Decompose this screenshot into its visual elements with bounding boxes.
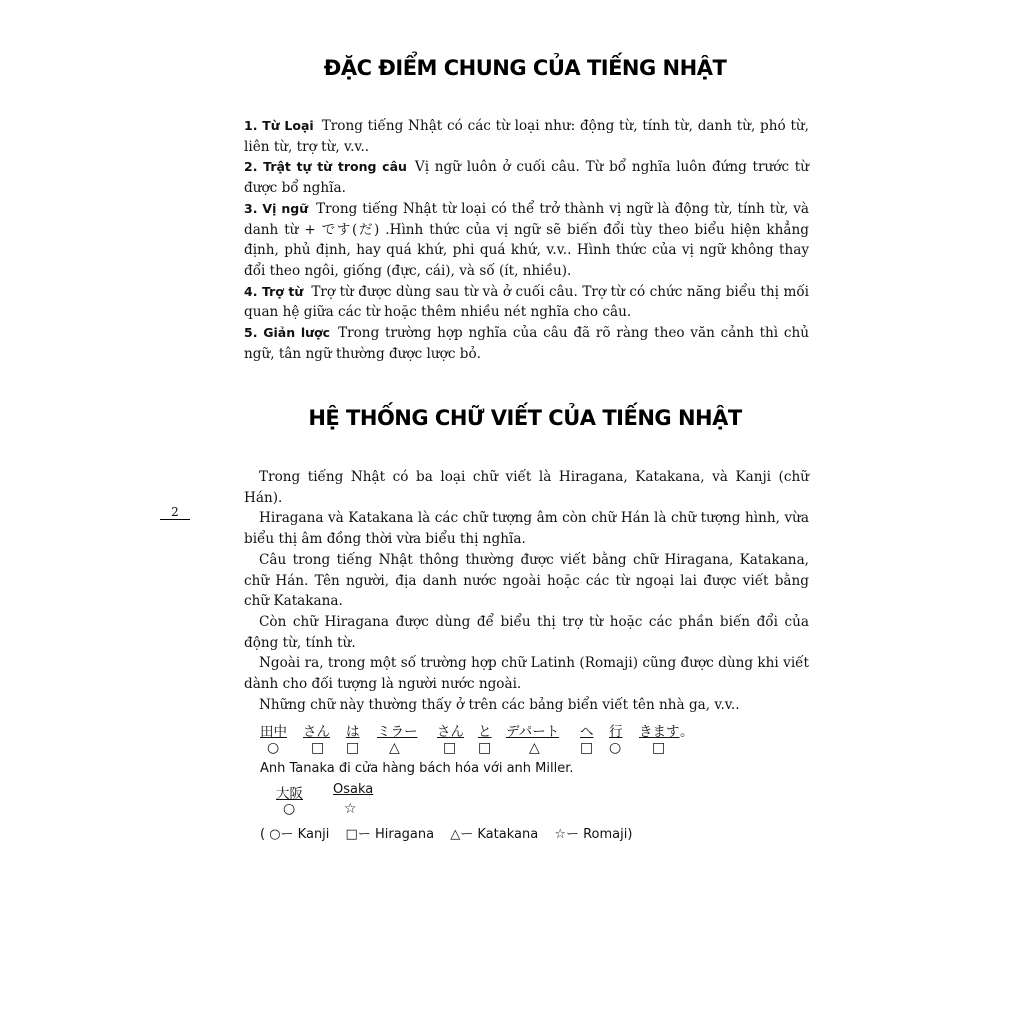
item-ellipsis: [244, 323, 809, 364]
paragraph: Câu trong tiếng Nhật thông thường được viết bằng chữ Hiragana, Katakana, chữ Hán. Tên người, địa danh nước ngoài hoặc các từ ngoại lai được viết bằng chữ Katakana.: [244, 551, 809, 610]
example-translation: Anh Tanaka đi cửa hàng bách hóa với anh Miller.: [260, 761, 574, 776]
example-word: 。: [680, 724, 694, 740]
example-word: 大阪: [276, 786, 303, 802]
katakana-marker: △: [389, 740, 400, 756]
paragraph: Trong tiếng Nhật có ba loại chữ viết là Hiragana, Katakana, và Kanji (chữ Hán).: [244, 469, 809, 506]
item-text: Trong trường hợp nghĩa của câu đã rõ ràng theo văn cảnh thì chủ ngữ, tân ngữ thường được lược bỏ.: [244, 325, 809, 362]
item-text: Trợ từ được dùng sau từ và ở cuối câu. Trợ từ có chức năng biểu thị mối quan hệ giữa các từ hoặc thêm nhiều nét nghĩa cho câu.: [244, 283, 810, 321]
item-label: 3. Vị ngữ: [244, 200, 309, 216]
legend-kanji: ( ○ー Kanji: [260, 827, 330, 842]
item-label: 4. Trợ từ: [244, 283, 304, 299]
example-word: 田中: [260, 724, 287, 740]
romaji-marker: ☆: [344, 801, 357, 817]
kanji-marker: ○: [267, 740, 280, 756]
section2-body: [244, 467, 809, 715]
page-number: 2: [160, 505, 190, 520]
item-word-order: [244, 157, 809, 198]
paragraph: Hiragana và Katakana là các chữ tượng âm còn chữ Hán là chữ tượng hình, vừa biểu thị âm đồng thời vừa biểu thị nghĩa.: [244, 510, 809, 548]
item-label: 5. Giản lược: [244, 325, 331, 341]
paragraph: Những chữ này thường thấy ở trên các bảng biển viết tên nhà ga, v.v..: [259, 696, 740, 713]
katakana-marker: △: [529, 740, 540, 756]
example-word: Osaka: [333, 782, 374, 797]
hiragana-marker: □: [346, 740, 360, 756]
paragraph: Ngoài ra, trong một số trường hợp chữ Latinh (Romaji) cũng được dùng khi viết dành cho đối tượng là người nước ngoài.: [244, 655, 809, 693]
hiragana-marker: □: [443, 740, 457, 756]
paragraph: Còn chữ Hiragana được dùng để biểu thị trợ từ hoặc các phần biến đổi của động từ, tính từ.: [244, 613, 809, 651]
example-word: と: [478, 724, 492, 740]
item-predicate: [244, 199, 809, 282]
example-word: さん: [303, 724, 330, 740]
kanji-marker: ○: [609, 740, 622, 756]
section1-body: [244, 116, 809, 364]
example-word: きます: [639, 724, 680, 740]
section2-title: HỆ THỐNG CHỮ VIẾT CỦA TIẾNG NHẬT: [308, 406, 742, 430]
example-word: デパート: [506, 724, 560, 740]
item-text: Trong tiếng Nhật có các từ loại như: động từ, tính từ, danh từ, phó từ, liên từ, trợ từ, v.v..: [244, 118, 809, 155]
kanji-marker: ○: [283, 801, 296, 817]
example-word: は: [346, 724, 360, 740]
example-word: へ: [580, 724, 594, 740]
script-legend: [260, 823, 644, 842]
hiragana-marker: □: [311, 740, 325, 756]
item-label: 1. Từ Loại: [244, 118, 314, 133]
example-word: 行: [609, 724, 623, 740]
example-word: さん: [437, 724, 464, 740]
item-particles: [244, 282, 809, 323]
item-text: Vị ngữ luôn ở cuối câu. Từ bổ nghĩa luôn đứng trước từ được bổ nghĩa.: [244, 159, 809, 197]
example-word: ミラー: [377, 724, 418, 740]
item-label: 2. Trật tự từ trong câu: [244, 159, 407, 175]
legend-hiragana: □ー Hiragana: [345, 827, 435, 842]
legend-romaji: ☆ー Romaji): [554, 827, 633, 842]
item-text: Trong tiếng Nhật từ loại có thể trở thành vị ngữ là động từ, tính từ, và danh từ + です(だ) .Hình thức của vị ngữ sẽ biến đổi tùy theo biểu hiện khẳng định, phủ định, hay quá khứ, phi quá khứ, v.v.. Hình thức của vị ngữ không thay đổi theo ngôi, giống (đực, cái), và số (ít, nhiều).: [244, 200, 810, 279]
legend-katakana: △ー Katakana: [450, 827, 539, 842]
item-word-types: [244, 116, 809, 157]
hiragana-marker: □: [478, 740, 492, 756]
section1-title: ĐẶC ĐIỂM CHUNG CỦA TIẾNG NHẬT: [323, 56, 727, 80]
hiragana-marker: □: [580, 740, 594, 756]
hiragana-marker: □: [652, 740, 666, 756]
